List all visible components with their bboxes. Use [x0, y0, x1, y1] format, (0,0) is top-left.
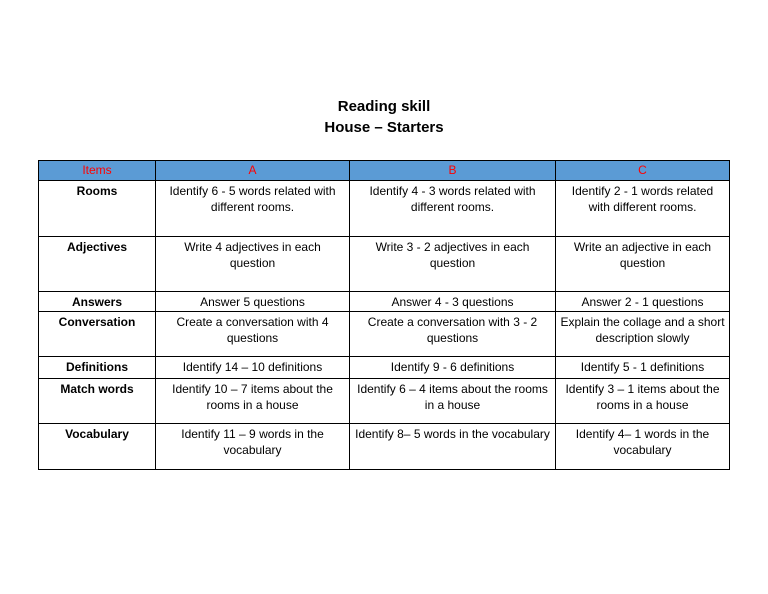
row-label: Rooms: [39, 181, 156, 237]
table-cell: Identify 6 - 5 words related with different rooms.: [156, 181, 350, 237]
table-row: [39, 379, 730, 424]
table-cell: Identify 14 – 10 definitions: [156, 357, 350, 379]
table-cell: Identify 9 - 6 definitions: [350, 357, 556, 379]
table-row: [39, 181, 730, 237]
row-label: Answers: [39, 292, 156, 312]
table-cell: Create a conversation with 4 questions: [156, 312, 350, 357]
table-cell: Identify 2 - 1 words related with different rooms.: [556, 181, 730, 237]
document-heading: [0, 96, 768, 138]
row-label: Match words: [39, 379, 156, 424]
table-cell: Identify 8– 5 words in the vocabulary: [350, 424, 556, 470]
table-cell: Explain the collage and a short description slowly: [556, 312, 730, 357]
table-row: [39, 292, 730, 312]
row-label: Adjectives: [39, 237, 156, 292]
header-cell-c: C: [556, 161, 730, 181]
table-cell: Write 3 - 2 adjectives in each question: [350, 237, 556, 292]
table-cell: Answer 4 - 3 questions: [350, 292, 556, 312]
table-cell: Identify 11 – 9 words in the vocabulary: [156, 424, 350, 470]
row-label: Vocabulary: [39, 424, 156, 470]
table-cell: Identify 6 – 4 items about the rooms in a house: [350, 379, 556, 424]
row-label: Conversation: [39, 312, 156, 357]
header-cell-items: Items: [39, 161, 156, 181]
table-cell: Write 4 adjectives in each question: [156, 237, 350, 292]
header-cell-a: A: [156, 161, 350, 181]
document-subtitle: House – Starters: [324, 119, 444, 136]
table-row: [39, 237, 730, 292]
table-row: [39, 312, 730, 357]
table-cell: Create a conversation with 3 - 2 questions: [350, 312, 556, 357]
table-cell: Answer 2 - 1 questions: [556, 292, 730, 312]
table-cell: Identify 4 - 3 words related with different rooms.: [350, 181, 556, 237]
document-title: Reading skill: [337, 98, 431, 115]
table-row: [39, 357, 730, 379]
table-cell: Identify 4– 1 words in the vocabulary: [556, 424, 730, 470]
rubric-table: [38, 160, 730, 470]
table-cell: Identify 3 – 1 items about the rooms in a house: [556, 379, 730, 424]
table-cell: Identify 10 – 7 items about the rooms in a house: [156, 379, 350, 424]
header-cell-b: B: [350, 161, 556, 181]
row-label: Definitions: [39, 357, 156, 379]
table-cell: Answer 5 questions: [156, 292, 350, 312]
table-cell: Identify 5 - 1 definitions: [556, 357, 730, 379]
table-header-row: [39, 161, 730, 181]
table-cell: Write an adjective in each question: [556, 237, 730, 292]
table-row: [39, 424, 730, 470]
